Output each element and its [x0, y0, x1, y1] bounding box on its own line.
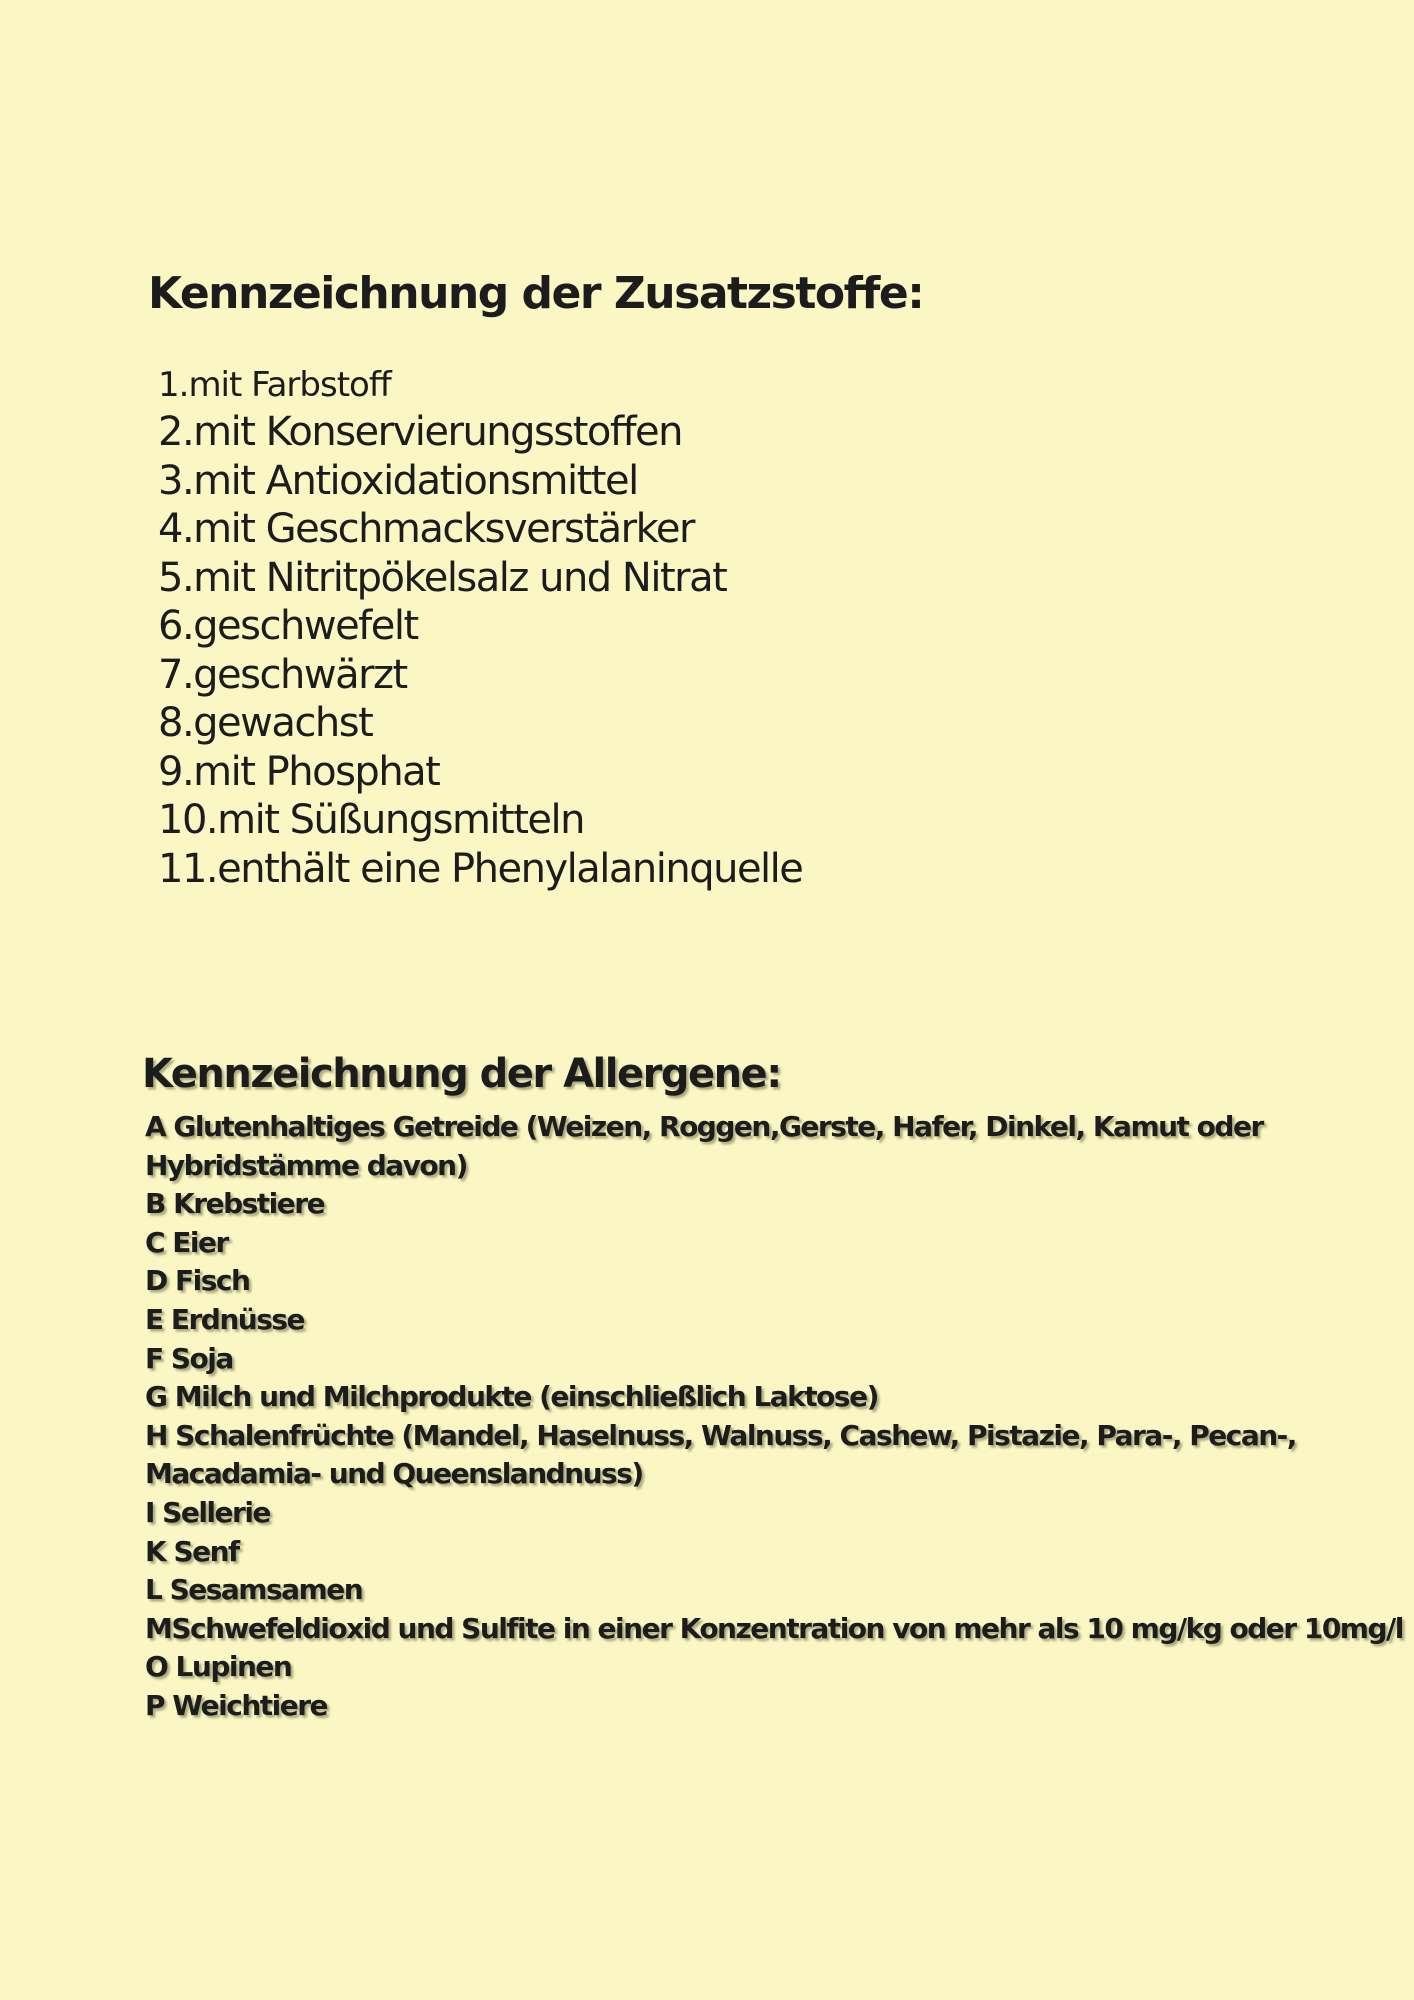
allergen-line: O Lupinen [145, 1650, 292, 1684]
allergen-line: B Krebstiere [145, 1187, 325, 1221]
additives-item: 4.mit Geschmacksverstärker [158, 506, 694, 552]
allergens-section-title: Kennzeichnung der Allergene: [142, 1051, 781, 1097]
allergen-line: MSchwefeldioxid und Sulfite in einer Konzentration von mehr als 10 mg/kg oder 10mg/l [145, 1611, 1403, 1645]
additives-item: 9.mit Phosphat [158, 748, 440, 795]
allergen-line: E Erdnüsse [145, 1302, 305, 1336]
additives-item: 10.mit Süßungsmitteln [158, 797, 584, 843]
allergen-line: A Glutenhaltiges Getreide (Weizen, Roggen,Gerste, Hafer, Dinkel, Kamut oder [145, 1110, 1263, 1143]
additives-list [158, 408, 802, 893]
additives-item-1: 1.mit Farbstoff [158, 365, 391, 405]
additives-item: 8.gewachst [158, 700, 373, 746]
allergen-line: P Weichtiere [145, 1688, 328, 1722]
allergen-line: L Sesamsamen [145, 1573, 363, 1607]
additives-item: 6.geschwefelt [158, 603, 418, 649]
additives-item: 2.mit Konservierungsstoffen [158, 409, 682, 455]
additives-item: 5.mit Nitritpökelsalz und Nitrat [158, 554, 727, 601]
allergen-line: Hybridstämme davon) [145, 1148, 467, 1182]
additives-item: 7.geschwärzt [158, 651, 407, 698]
additives-item: 11.enthält eine Phenylalaninquelle [158, 845, 803, 892]
allergens-list [145, 1108, 1403, 1726]
allergen-line: C Eier [145, 1225, 228, 1259]
additives-section-title: Kennzeichnung der Zusatzstoffe: [148, 268, 924, 319]
allergen-line: H Schalenfrüchte (Mandel, Haselnuss, Walnuss, Cashew, Pistazie, Para-, Pecan-, [145, 1418, 1296, 1452]
additives-item: 3.mit Antioxidationsmittel [158, 457, 638, 504]
allergen-line: F Soja [145, 1341, 233, 1375]
allergen-line: Macadamia- und Queenslandnuss) [145, 1457, 643, 1491]
allergen-line: D Fisch [145, 1264, 250, 1298]
allergen-line: K Senf [145, 1534, 239, 1568]
allergen-line: I Sellerie [145, 1495, 270, 1529]
allergen-line: G Milch und Milchprodukte (einschließlich Laktose) [145, 1380, 878, 1414]
